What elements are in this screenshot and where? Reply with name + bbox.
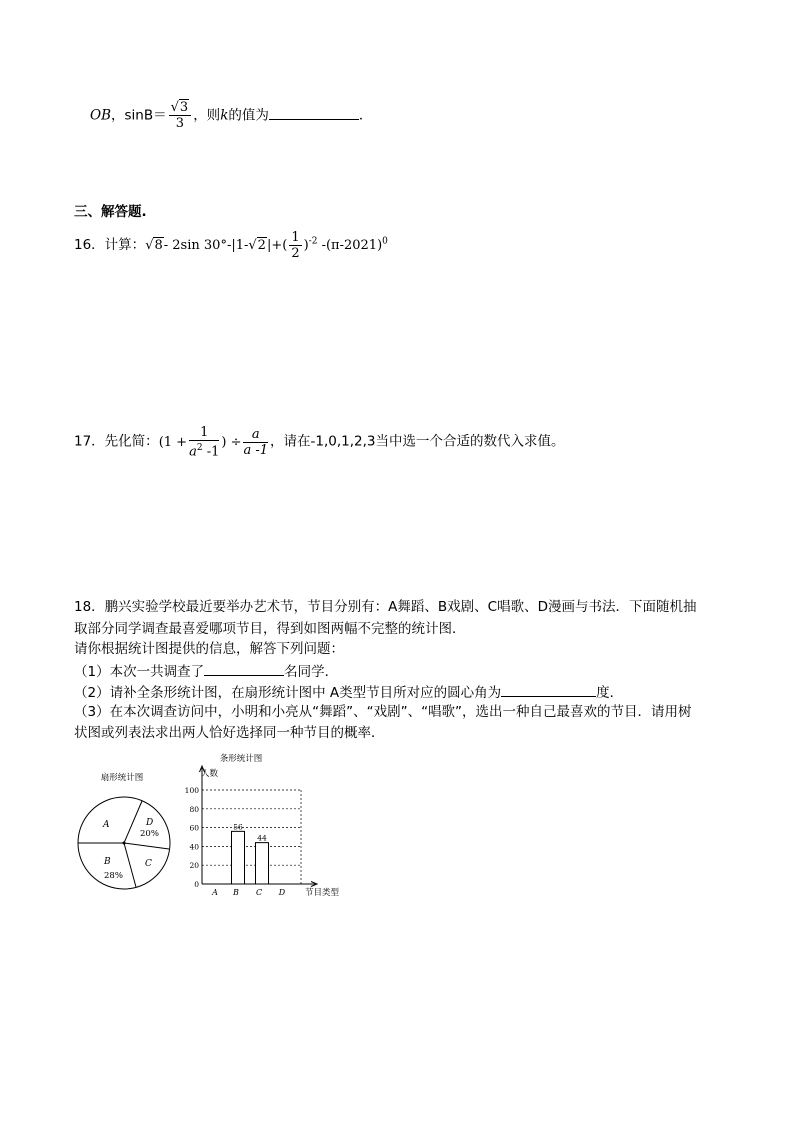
q15-sinb: ，sinB＝ — [111, 107, 167, 124]
y-tick-label-20: 20 — [189, 861, 199, 871]
q17-line — [74, 425, 565, 459]
y-tick-label-80: 80 — [189, 804, 199, 814]
pie-label-c: C — [145, 859, 152, 869]
q17-num2: a — [243, 427, 268, 443]
q16-exp2: 0 — [382, 236, 388, 247]
q16-num: 1 — [291, 230, 300, 245]
q18-sub1 — [74, 661, 338, 681]
y-tick-label-60: 60 — [189, 823, 199, 833]
q18-sub3-line1: （3）在本次调查访问中，小明和小亮从“舞蹈”、“戏剧”、“唱歌”，选出一种自己最喜欢的节目．请用树 — [74, 704, 692, 720]
x-tick-label-D: D — [278, 888, 286, 897]
pie-pct-b: 28% — [104, 871, 123, 881]
q16-expression: √8- 2sin 30°-|1-√2|+( $\frac{1}{2}$ )$^{-2}$ $-(\pi-2021)^0$ — [145, 230, 388, 261]
q15-then: ，则 — [193, 107, 221, 124]
q16-sqrt8: 8 — [154, 238, 163, 253]
q15-fraction: $\frac{√3}{3}$ — [169, 100, 192, 131]
bar-B — [232, 831, 245, 884]
q18-q1-blank[interactable] — [204, 661, 284, 676]
q16-label: 16．计算： — [74, 237, 146, 253]
q15-sqrt-val: 3 — [179, 100, 189, 115]
q18-q1-pre: （1）本次一共调查了 — [74, 664, 205, 680]
pie-label-b: B — [104, 857, 111, 867]
q16-exp1: -2 — [308, 236, 318, 247]
q17-tail: ，请在-1,0,1,2,3当中选一个合适的数代入求值。 — [270, 433, 565, 450]
y-tick-label-40: 40 — [189, 842, 199, 852]
q17-den1-tail: -1 — [202, 444, 220, 460]
q16-den: 2 — [291, 246, 300, 261]
y-tick-label-100: 100 — [184, 786, 199, 795]
y-tick-label-0: 0 — [194, 880, 199, 889]
q17-den2: a -1 — [243, 442, 269, 458]
bar-value-label-B: 56 — [233, 822, 243, 832]
bar-C — [256, 843, 269, 884]
bar-ylabel: 人数 — [201, 769, 219, 779]
q18-q2-blank[interactable] — [501, 682, 596, 697]
bar-value-label-C: 44 — [257, 833, 267, 843]
bar-xlabel: 节目类型 — [305, 888, 340, 898]
pie-pct-d: 20% — [140, 829, 159, 839]
q17-open: (1 + — [158, 434, 188, 450]
q18-line1: 18．鹏兴实验学校最近要举办艺术节，节目分别有：A舞蹈、B戏剧、C唱歌、D漫画与书法．下面随机抽 — [74, 599, 697, 615]
bar-axes — [185, 766, 317, 897]
q17-expression — [158, 425, 270, 460]
q18-line3: 请你根据统计图提供的信息，解答下列问题： — [74, 641, 344, 657]
pie-chart — [70, 765, 180, 895]
q16-part4: -(π-2021) — [317, 238, 383, 253]
q17-mid: ) ÷ — [221, 434, 242, 450]
q18-q1-post: 名同学． — [284, 664, 339, 680]
pie-center-dot — [123, 842, 126, 845]
x-tick-label-C: C — [255, 888, 263, 897]
q16-sqrt2: 2 — [257, 238, 266, 253]
q16-part2: |+( — [266, 238, 288, 253]
bar-marks — [232, 822, 269, 884]
q17-label: 17．先化简： — [74, 433, 159, 450]
bar-title: 条形统计图 — [219, 754, 263, 764]
q17-fraction1 — [189, 425, 219, 459]
pie-label-d: D — [146, 818, 154, 828]
pie-label-a: A — [103, 820, 110, 830]
q17-num1: 1 — [189, 425, 219, 441]
q18-sub3-line2: 状图或列表法求出两人恰好选择同一种节目的概率． — [74, 725, 385, 741]
q18-q2-pre: （2）请补全条形统计图，在扇形统计图中 A类型节目所对应的圆心角为 — [74, 685, 502, 701]
q16-line — [74, 230, 388, 261]
q17-den1-base: a — [189, 444, 197, 460]
x-tick-label-B: B — [233, 888, 239, 897]
q18-sub2 — [74, 682, 623, 702]
bar-grid — [202, 790, 301, 884]
q15-ob: OB — [90, 107, 111, 124]
q16-fraction — [289, 230, 301, 261]
q15-end: ． — [358, 107, 373, 124]
q17-fraction2 — [243, 427, 268, 458]
pie-title: 扇形统计图 — [100, 773, 144, 783]
q16-part3: ) — [303, 238, 309, 253]
q15-den: 3 — [175, 116, 185, 131]
q15-value-of: 的值为 — [228, 107, 269, 124]
q17-den1-exp: 2 — [196, 443, 203, 453]
q18-line2: 取部分同学调查最喜爱哪项节目，得到如图两幅不完整的统计图． — [74, 621, 466, 637]
q15-answer-blank[interactable] — [269, 105, 359, 120]
q15-tail-line — [90, 100, 372, 131]
q15-k: k — [220, 107, 229, 124]
q16-part1: - 2sin 30°-|1- — [163, 238, 249, 253]
q18-q2-post: 度． — [596, 685, 624, 701]
bar-chart — [175, 750, 345, 900]
section3-title: 三、解答题. — [74, 204, 147, 220]
x-tick-label-A: A — [212, 888, 218, 897]
